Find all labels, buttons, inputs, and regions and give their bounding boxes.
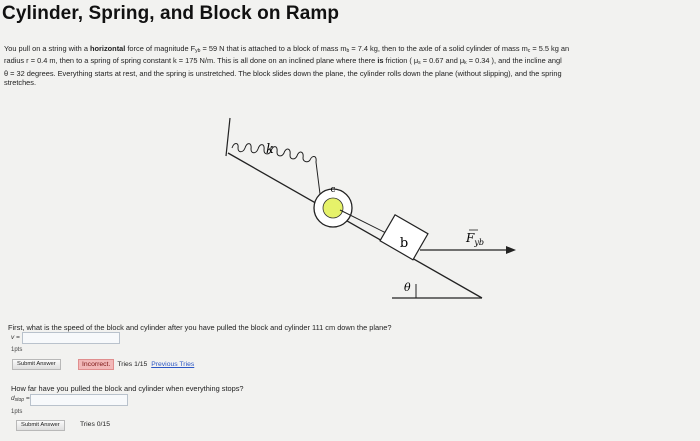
problem-line-4: stretches. (4, 78, 37, 88)
q1-submit-button[interactable]: Submit Answer (12, 359, 61, 370)
wall (226, 118, 230, 156)
angle-label: θ (404, 281, 411, 294)
ramp-surface (228, 153, 482, 298)
question-1-text: First, what is the speed of the block and cylinder after you have pulled the block and cylinder 111 cm down the plane? (8, 323, 392, 332)
problem-line-2: radius r = 0.4 m, then to a spring of spring constant k = 175 N/m. This is all done on an inclined plane where there is friction ( $\mu_s = 0.67$ and $\mu_k = 0.34$ ), and the incline angl (4, 56, 562, 67)
problem-line-1: You pull on a string with a horizontal force of magnitude $F_{yb} = 59$ N that is attached to a block of mass $m_b = 7.4$ kg, then to the axle of a solid cylinder of mass $m_c = 5.5$ kg an (4, 44, 570, 54)
cylinder-axle (323, 198, 343, 218)
q2-points: 1pts (11, 409, 23, 415)
cylinder-label: c (330, 185, 336, 195)
q1-points: 1pts (11, 347, 23, 353)
q1-tries: Tries 1/15 (117, 361, 148, 368)
force-label: $F_{yb}$ (466, 231, 484, 247)
problem-line-3: θ = 32 degrees. Everything starts at rest, and the spring is unstretched. The block slides down the plane, the cylinder rolls down the plane (without slipping), and the spring (4, 68, 562, 78)
q1-variable-label: v = (11, 334, 20, 341)
q2-submit-button[interactable]: Submit Answer (16, 420, 65, 431)
q1-status-row (78, 359, 194, 370)
q2-answer-input[interactable] (30, 394, 128, 406)
force-arrowhead (506, 246, 516, 254)
block-label: b (399, 236, 409, 251)
q2-variable-label: $d_{stop}$ = (11, 395, 30, 403)
q2-tries: Tries 0/15 (80, 421, 110, 428)
question-2-text: How far have you pulled the block and cylinder when everything stops? (11, 384, 244, 393)
page-title: Cylinder, Spring, and Block on Ramp (2, 3, 340, 24)
q1-previous-tries-link[interactable]: Previous Tries (151, 361, 195, 368)
spring-label: k (266, 142, 274, 157)
q1-incorrect-badge: Incorrect. (78, 359, 114, 370)
q1-answer-input[interactable] (22, 332, 120, 344)
spring (232, 144, 320, 195)
